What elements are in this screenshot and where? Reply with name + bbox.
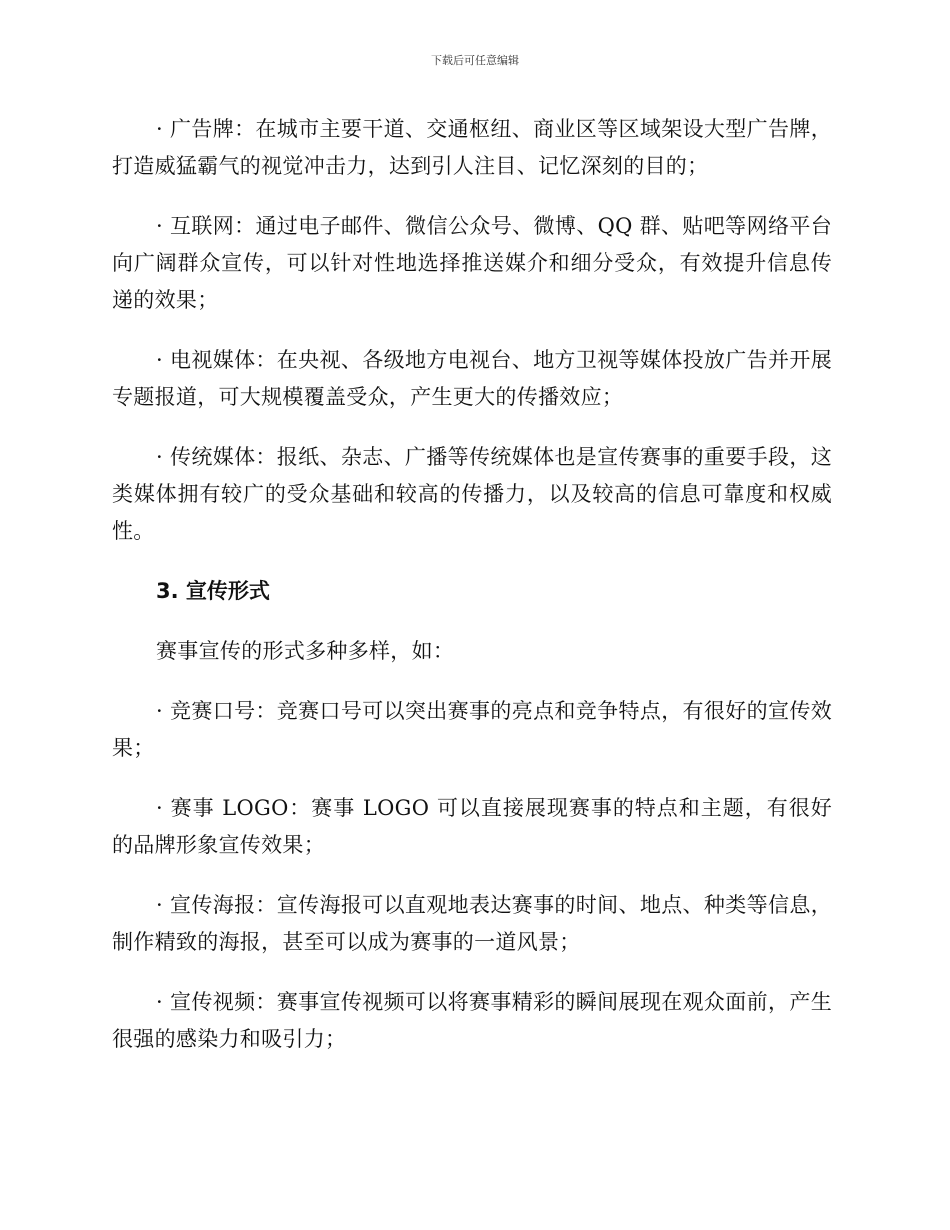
paragraph-video: · 宣传视频：赛事宣传视频可以将赛事精彩的瞬间展现在观众面前，产生很强的感染力和吸引力； (112, 990, 832, 1051)
page-header: 下载后可任意编辑 (431, 54, 519, 67)
paragraph-tv-media: · 电视媒体：在央视、各级地方电视台、地方卫视等媒体投放广告并开展专题报道，可大规模覆盖受众，产生更大的传播效应； (112, 348, 832, 409)
document-body (112, 111, 832, 1081)
paragraph-intro: 赛事宣传的形式多种多样，如： (156, 639, 455, 663)
paragraph-billboard: · 广告牌：在城市主要干道、交通枢纽、商业区等区域架设大型广告牌，打造威猛霸气的视觉冲击力，达到引人注目、记忆深刻的目的； (112, 117, 832, 178)
paragraph-poster: · 宣传海报：宣传海报可以直观地表达赛事的时间、地点、种类等信息，制作精致的海报，甚至可以成为赛事的一道风景； (112, 893, 832, 954)
paragraph-traditional-media: · 传统媒体：报纸、杂志、广播等传统媒体也是宣传赛事的重要手段，这类媒体拥有较广的受众基础和较高的传播力，以及较高的信息可靠度和权威性。 (112, 445, 832, 543)
paragraph-internet: · 互联网：通过电子邮件、微信公众号、微博、QQ 群、贴吧等网络平台向广阔群众宣传，可以针对性地选择推送媒介和细分受众，有效提升信息传递的效果； (112, 214, 832, 312)
paragraph-slogan: · 竞赛口号：竞赛口号可以突出赛事的亮点和竞争特点，有很好的宣传效果； (112, 699, 832, 760)
paragraph-logo: · 赛事 LOGO：赛事 LOGO 可以直接展现赛事的特点和主题，有很好的品牌形象宣传效果； (112, 796, 832, 857)
section-heading: 3. 宣传形式 (156, 579, 270, 603)
